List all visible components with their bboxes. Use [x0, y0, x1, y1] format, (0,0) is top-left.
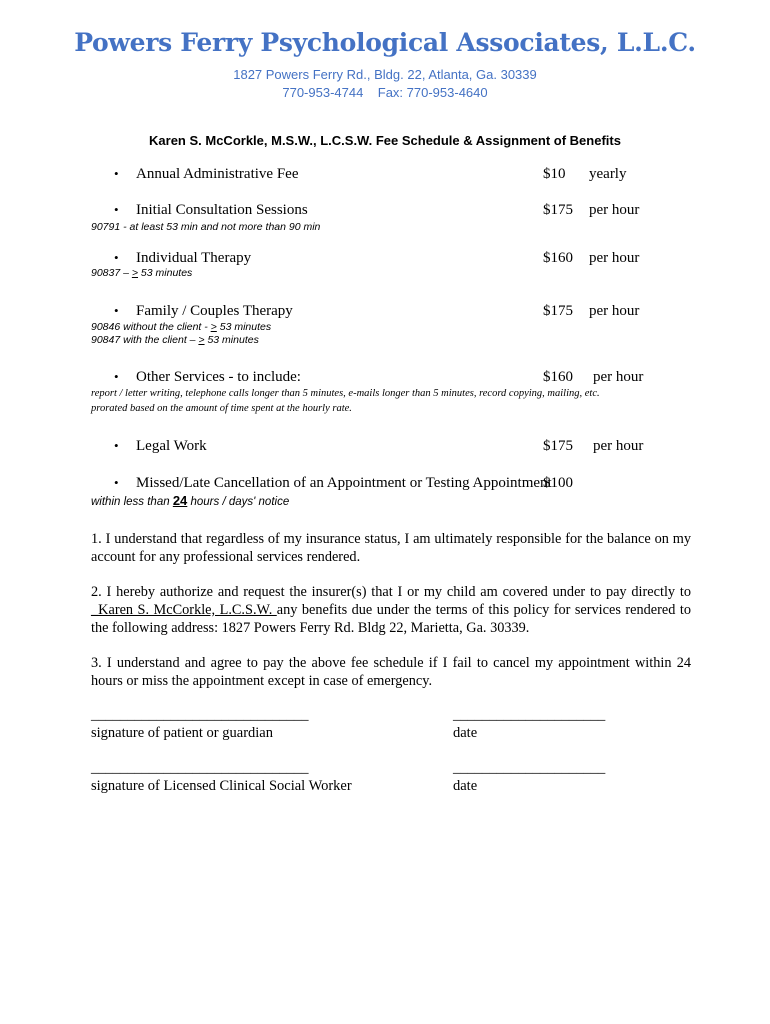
patient-signature-line: ______________________________	[91, 707, 309, 723]
fee-description: Initial Consultation Sessions	[136, 202, 308, 218]
fee-price: $10	[543, 166, 566, 182]
organization-address: 1827 Powers Ferry Rd., Bldg. 22, Atlanta, Ga. 30339	[233, 67, 537, 82]
note-text: 53 minutes	[216, 321, 272, 333]
note-text: 90847 with the client –	[91, 334, 199, 346]
fee-price: $175	[543, 438, 573, 454]
note-ge-symbol: >	[210, 321, 217, 333]
paragraph-text: any benefits due under the terms of this policy for services rendered to the following address: 1827 Powers Ferry Rd. Bldg 22, Marietta, Ga. 30339.	[91, 602, 691, 636]
fee-price: $160	[543, 369, 573, 385]
bullet-icon: •	[114, 438, 119, 453]
bullet-icon: •	[114, 369, 119, 384]
organization-name: Powers Ferry Psychological Associates, L.L.C.	[74, 28, 696, 57]
fee-unit: per hour	[589, 303, 640, 319]
other-services-note-2: prorated based on the amount of time spent at the hourly rate.	[91, 403, 352, 414]
note-text: 90846 without the client -	[91, 321, 211, 333]
family-therapy-note-2	[91, 334, 259, 346]
fee-description: Individual Therapy	[136, 250, 252, 266]
clinician-signature-label: signature of Licensed Clinical Social Worker	[91, 778, 352, 794]
fee-unit: yearly	[589, 166, 627, 182]
bullet-icon: •	[114, 202, 119, 217]
fee-description: Missed/Late Cancellation of an Appointment or Testing Appointment	[136, 475, 552, 491]
fee-unit: per hour	[593, 369, 644, 385]
fee-description: Annual Administrative Fee	[136, 166, 299, 182]
clinician-signature-line: ______________________________	[91, 760, 309, 776]
clinician-name: _Karen S. McCorkle, L.C.S.W.	[91, 602, 277, 618]
individual-therapy-note	[91, 267, 192, 279]
bullet-icon: •	[114, 303, 119, 318]
fee-price: $100	[543, 475, 573, 491]
patient-signature-label: signature of patient or guardian	[91, 725, 273, 741]
note-text: 53 minutes	[138, 267, 193, 279]
note-text: 53 minutes	[204, 334, 259, 346]
clinician-date-label: date	[453, 778, 478, 794]
note-text: hours / days' notice	[187, 496, 290, 508]
note-text: 90837 –	[91, 267, 132, 279]
fee-unit: per hour	[589, 250, 640, 266]
fee-unit: per hour	[593, 438, 644, 454]
fee-description: Other Services - to include:	[136, 369, 301, 385]
fee-description: Family / Couples Therapy	[136, 303, 293, 319]
responsibility-paragraph: 1. I understand that regardless of my insurance status, I am ultimately responsible for the balance on my account for any professional services rendered.	[91, 531, 691, 565]
other-services-note-1: report / letter writing, telephone calls longer than 5 minutes, e-mails longer than 5 minutes, record copying, mailing, etc.	[91, 388, 600, 399]
bullet-icon: •	[114, 475, 119, 490]
note-ge-symbol: >	[131, 267, 139, 279]
fee-unit: per hour	[589, 202, 640, 218]
fee-description: Legal Work	[136, 438, 207, 454]
patient-date-line: _____________________	[453, 707, 606, 723]
document-title: Karen S. McCorkle, M.S.W., L.C.S.W. Fee Schedule & Assignment of Benefits	[149, 133, 621, 148]
cancellation-hours: 24	[172, 493, 188, 508]
family-therapy-note-1	[91, 321, 271, 333]
note-text: within less than	[91, 496, 173, 508]
bullet-icon: •	[114, 166, 119, 181]
cancellation-note	[91, 493, 289, 508]
consultation-note: 90791 - at least 53 min and not more than 90 min	[91, 221, 321, 233]
fee-price: $175	[543, 303, 573, 319]
bullet-icon: •	[114, 250, 119, 265]
clinician-date-line: _____________________	[453, 760, 606, 776]
cancellation-agreement-paragraph: 3. I understand and agree to pay the above fee schedule if I fail to cancel my appointment within 24 hours or miss the appointment except in case of emergency.	[91, 655, 691, 689]
paragraph-text: 2. I hereby authorize and request the insurer(s) that I or my child am covered under to pay directly to	[91, 584, 691, 600]
note-ge-symbol: >	[198, 334, 205, 346]
fee-price: $175	[543, 202, 573, 218]
patient-date-label: date	[453, 725, 478, 741]
authorization-paragraph	[91, 583, 691, 637]
organization-phone-fax: 770-953-4744 Fax: 770-953-4640	[282, 85, 488, 100]
fee-price: $160	[543, 250, 573, 266]
